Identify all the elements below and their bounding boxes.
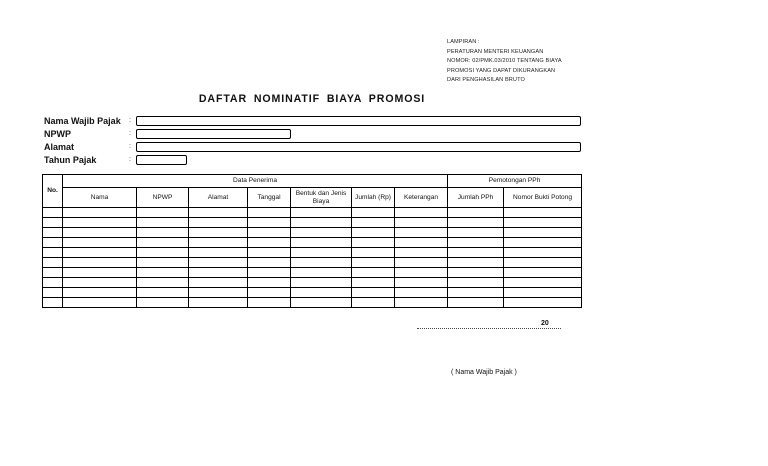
table-cell[interactable] (63, 268, 137, 278)
table-cell[interactable] (137, 218, 189, 228)
header-keterangan: Keterangan (395, 188, 448, 208)
header-jumlah: Jumlah (Rp) (352, 188, 395, 208)
table-cell[interactable] (189, 278, 248, 288)
colon: : (129, 117, 131, 124)
table-cell[interactable] (291, 268, 352, 278)
nominatif-table (42, 174, 582, 308)
document-title: DAFTAR NOMINATIF BIAYA PROMOSI (198, 93, 426, 105)
table-cell[interactable] (137, 268, 189, 278)
table-cell[interactable] (448, 298, 504, 308)
lampiran-line: DARI PENGHASILAN BRUTO (447, 77, 525, 84)
table-cell[interactable] (504, 268, 582, 278)
table-cell[interactable] (291, 248, 352, 258)
table-cell[interactable] (448, 268, 504, 278)
table-cell[interactable] (137, 258, 189, 268)
header-nomor-bukti-potong: Nomor Bukti Potong (504, 188, 582, 208)
table-cell[interactable] (137, 288, 189, 298)
lampiran-line: LAMPIRAN : (447, 39, 480, 45)
table-cell[interactable] (137, 228, 189, 238)
table-cell[interactable] (395, 288, 448, 298)
table-cell[interactable] (43, 268, 63, 278)
table-cell[interactable] (291, 208, 352, 218)
table-cell[interactable] (291, 218, 352, 228)
table-cell[interactable] (248, 278, 291, 288)
table-cell[interactable] (137, 248, 189, 258)
table-cell[interactable] (395, 278, 448, 288)
nama-wajib-pajak-field[interactable] (136, 116, 581, 126)
table-cell[interactable] (291, 238, 352, 248)
header-pemotongan-pph: Pemotongan PPh (448, 175, 582, 188)
table-cell[interactable] (63, 208, 137, 218)
table-row (43, 218, 582, 228)
table-cell[interactable] (137, 238, 189, 248)
table-cell[interactable] (504, 208, 582, 218)
table-cell[interactable] (352, 298, 395, 308)
field-label-alamat: Alamat (44, 142, 75, 152)
table-cell[interactable] (189, 228, 248, 238)
table-cell[interactable] (352, 248, 395, 258)
table-cell[interactable] (504, 288, 582, 298)
table-cell[interactable] (352, 218, 395, 228)
table-cell[interactable] (448, 278, 504, 288)
table-cell[interactable] (189, 268, 248, 278)
table-cell[interactable] (395, 248, 448, 258)
table-cell[interactable] (504, 258, 582, 268)
table-cell[interactable] (248, 208, 291, 218)
table-cell[interactable] (43, 278, 63, 288)
npwp-field[interactable] (136, 129, 291, 139)
table-cell[interactable] (504, 298, 582, 308)
table-cell[interactable] (395, 298, 448, 308)
lampiran-block (447, 38, 587, 86)
table-cell[interactable] (248, 228, 291, 238)
table-cell[interactable] (395, 268, 448, 278)
table-cell[interactable] (395, 228, 448, 238)
table-cell[interactable] (43, 238, 63, 248)
table-cell[interactable] (395, 258, 448, 268)
lampiran-line: PROMOSI YANG DAPAT DIKURANGKAN (447, 67, 556, 74)
table-cell[interactable] (291, 278, 352, 288)
tahun-pajak-field[interactable] (136, 155, 187, 165)
table-cell[interactable] (248, 218, 291, 228)
header-bentuk-jenis-biaya: Bentuk dan Jenis Biaya (291, 188, 352, 208)
field-label-tahun: Tahun Pajak (44, 155, 97, 165)
table-cell[interactable] (448, 218, 504, 228)
table-cell[interactable] (63, 238, 137, 248)
alamat-field[interactable] (136, 142, 581, 152)
table-cell[interactable] (137, 278, 189, 288)
table-cell[interactable] (504, 218, 582, 228)
table-cell[interactable] (504, 278, 582, 288)
table-cell[interactable] (448, 228, 504, 238)
table-cell[interactable] (43, 248, 63, 258)
table-cell[interactable] (395, 238, 448, 248)
table-cell[interactable] (189, 238, 248, 248)
table-cell[interactable] (137, 298, 189, 308)
table-cell[interactable] (63, 248, 137, 258)
table-cell[interactable] (448, 208, 504, 218)
table-cell[interactable] (63, 218, 137, 228)
table-cell[interactable] (137, 208, 189, 218)
table-row (43, 228, 582, 238)
header-nama: Nama (63, 188, 137, 208)
signature-name: ( Nama Wajib Pajak ) (451, 369, 517, 376)
table-cell[interactable] (291, 258, 352, 268)
table-cell[interactable] (43, 228, 63, 238)
table-cell[interactable] (352, 238, 395, 248)
table-cell[interactable] (395, 208, 448, 218)
colon: : (129, 130, 131, 137)
table-cell[interactable] (395, 218, 448, 228)
table-cell[interactable] (248, 298, 291, 308)
table-cell[interactable] (189, 208, 248, 218)
table-cell[interactable] (448, 258, 504, 268)
table-cell[interactable] (291, 298, 352, 308)
table-cell[interactable] (352, 268, 395, 278)
table-cell[interactable] (248, 248, 291, 258)
table-cell[interactable] (352, 278, 395, 288)
table-cell[interactable] (352, 228, 395, 238)
field-label-npwp: NPWP (44, 129, 71, 139)
table-row (43, 268, 582, 278)
table-cell[interactable] (448, 238, 504, 248)
header-npwp: NPWP (137, 188, 189, 208)
table-cell[interactable] (352, 208, 395, 218)
table-cell[interactable] (504, 228, 582, 238)
signature-place-date-line[interactable] (417, 318, 561, 329)
header-no: No. (43, 175, 63, 208)
lampiran-line: PERATURAN MENTERI KEUANGAN (447, 48, 544, 55)
field-label-nama: Nama Wajib Pajak (44, 116, 121, 126)
table-cell[interactable] (189, 218, 248, 228)
header-tanggal: Tanggal (248, 188, 291, 208)
table-row (43, 208, 582, 218)
table-cell[interactable] (248, 238, 291, 248)
table-row (43, 278, 582, 288)
header-data-penerima: Data Penerima (63, 175, 448, 188)
table-cell[interactable] (448, 248, 504, 258)
table-cell[interactable] (43, 298, 63, 308)
signature-year: 20 (541, 320, 549, 327)
table-cell[interactable] (189, 258, 248, 268)
table-cell[interactable] (43, 258, 63, 268)
table-cell[interactable] (63, 228, 137, 238)
table-row (43, 248, 582, 258)
colon: : (129, 143, 131, 150)
table-cell[interactable] (291, 288, 352, 298)
header-alamat: Alamat (189, 188, 248, 208)
table-cell[interactable] (352, 288, 395, 298)
table-cell[interactable] (43, 208, 63, 218)
table-cell[interactable] (63, 258, 137, 268)
table-cell[interactable] (63, 278, 137, 288)
header-jumlah-pph: Jumlah PPh (448, 188, 504, 208)
table-row (43, 298, 582, 308)
table-cell[interactable] (504, 248, 582, 258)
table-cell[interactable] (189, 248, 248, 258)
table-cell[interactable] (63, 298, 137, 308)
table-cell[interactable] (248, 268, 291, 278)
table-row (43, 288, 582, 298)
colon: : (129, 156, 131, 163)
table-cell[interactable] (189, 298, 248, 308)
lampiran-line: NOMOR: 02/PMK.03/2010 TENTANG BIAYA (447, 58, 562, 65)
table-cell[interactable] (189, 288, 248, 298)
table-cell[interactable] (248, 258, 291, 268)
table-row (43, 238, 582, 248)
table-cell[interactable] (43, 288, 63, 298)
table-cell[interactable] (352, 258, 395, 268)
table-cell[interactable] (448, 288, 504, 298)
table-cell[interactable] (63, 288, 137, 298)
table-cell[interactable] (43, 218, 63, 228)
table-row (43, 258, 582, 268)
table-cell[interactable] (291, 228, 352, 238)
table-cell[interactable] (504, 238, 582, 248)
table-cell[interactable] (248, 288, 291, 298)
